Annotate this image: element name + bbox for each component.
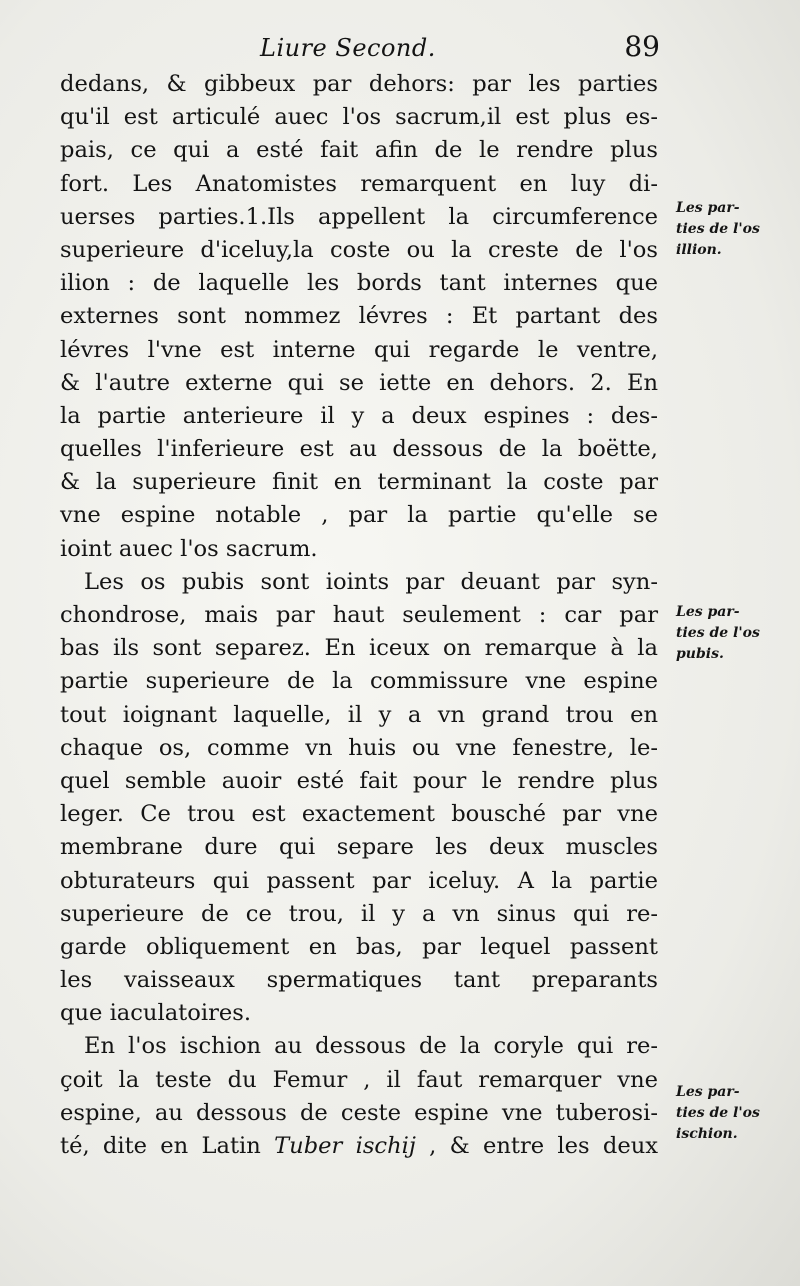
- paragraph-start-line: En l'os ischion au dessous de la coryle qui re-: [84, 1033, 658, 1060]
- margin-note-line: ischion.: [676, 1126, 738, 1142]
- text-line: quelles l'inferieure est au dessous de la boëtte,: [60, 436, 658, 463]
- text-line: membrane dure qui separe les deux muscles: [60, 834, 658, 861]
- text-line: la partie anterieure il y a deux espines : des-: [60, 402, 658, 429]
- text-line: & l'autre externe qui se iette en dehors. 2. En: [60, 369, 658, 396]
- margin-note-line: ties de l'os: [676, 1105, 760, 1121]
- margin-note-line: ties de l'os: [676, 221, 760, 237]
- text-line: externes sont nommez lévres : Et partant des: [60, 303, 658, 330]
- latin-term: Tuber ischij: [274, 1133, 416, 1159]
- text-line: partie superieure de la commissure vne espine: [60, 668, 658, 695]
- text-line: obturateurs qui passent par iceluy. A la partie: [60, 867, 658, 894]
- text-line: garde obliquement en bas, par lequel passent: [60, 933, 658, 960]
- page-header: [60, 30, 660, 70]
- text-line: dedans, & gibbeux par dehors: par les parties: [60, 71, 658, 97]
- text-line: çoit la teste du Femur , il faut remarquer vne: [60, 1066, 658, 1093]
- text-line: ioint auec l'os sacrum.: [60, 535, 318, 562]
- text-line: superieure d'iceluy,la coste ou la creste de l'os: [60, 236, 658, 263]
- text-line: les vaisseaux spermatiques tant preparants: [60, 967, 658, 994]
- margin-note-line: ties de l'os: [676, 625, 760, 641]
- text-line: que iaculatoires.: [60, 1000, 252, 1027]
- text-line: qu'il est articulé auec l'os sacrum,il est plus es-: [60, 104, 658, 131]
- text-line: ilion : de laquelle les bords tant internes que: [60, 270, 658, 297]
- text-line: espine, au dessous de ceste espine vne tuberosi-: [60, 1099, 658, 1126]
- text-line: bas ils sont separez. En iceux on remarque à la: [60, 635, 658, 662]
- text-line: chaque os, comme vn huis ou vne fenestre, le-: [60, 734, 658, 761]
- text-line: tout ioignant laquelle, il y a vn grand trou en: [60, 701, 658, 728]
- margin-note-line: pubis.: [676, 646, 724, 662]
- text-line: leger. Ce trou est exactement bousché par vne: [60, 801, 658, 828]
- final-text-line: [60, 1130, 658, 1163]
- margin-note-pubis: [676, 602, 794, 665]
- margin-note-line: Les par-: [676, 200, 740, 216]
- running-title: Liure Second.: [260, 34, 436, 62]
- text-line: uerses parties.1.Ils appellent la circumference: [60, 203, 658, 230]
- margin-note-line: Les par-: [676, 1084, 740, 1100]
- page-number: 89: [624, 30, 660, 63]
- paragraph-start-line: Les os pubis sont ioints par deuant par syn-: [84, 568, 658, 595]
- text-fragment: té, dite en Latin: [60, 1133, 261, 1159]
- text-line: fort. Les Anatomistes remarquent en luy di-: [60, 170, 658, 197]
- margin-note-ischion: [676, 1082, 794, 1145]
- margin-note-line: Les par-: [676, 604, 740, 620]
- text-line: chondrose, mais par haut seulement : car par: [60, 602, 658, 628]
- body-text: [60, 68, 658, 1163]
- text-line: pais, ce qui a esté fait afin de le rendre plus: [60, 137, 658, 164]
- text-fragment: , & entre les deux: [415, 1133, 658, 1159]
- margin-note-line: illion.: [676, 242, 722, 258]
- text-line: & la superieure finit en terminant la coste par: [60, 469, 658, 496]
- text-line: lévres l'vne est interne qui regarde le ventre,: [60, 336, 658, 363]
- text-line: vne espine notable , par la partie qu'elle se: [60, 502, 658, 529]
- text-line: quel semble auoir esté fait pour le rendre plus: [60, 767, 658, 794]
- text-line: superieure de ce trou, il y a vn sinus qui re-: [60, 900, 658, 927]
- margin-note-ilion: [676, 198, 794, 261]
